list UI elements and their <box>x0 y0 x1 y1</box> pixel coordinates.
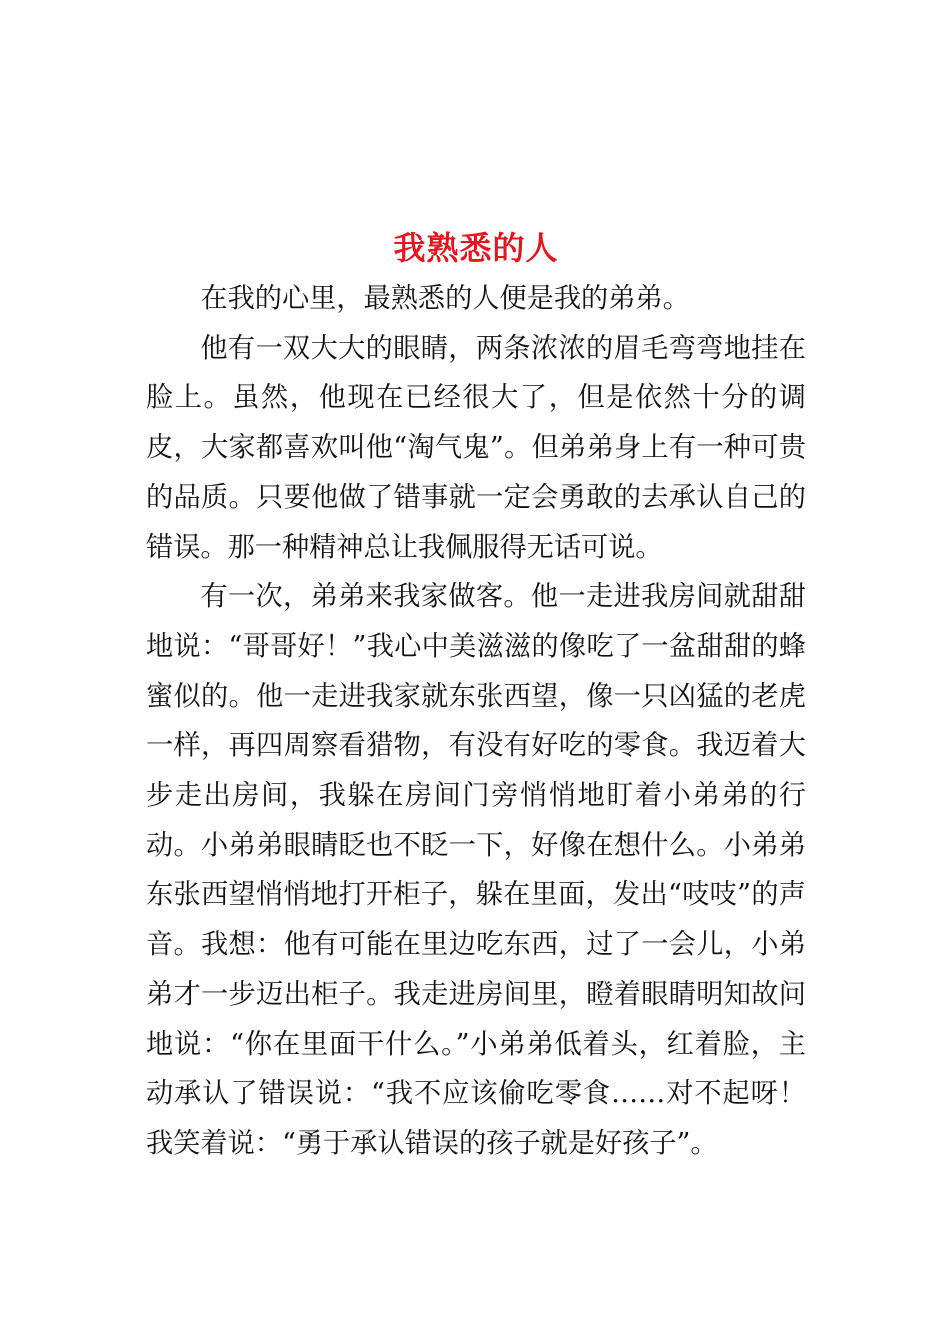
paragraph-3: 有一次，弟弟来我家做客。他一走进我房间就甜甜地说：“哥哥好！”我心中美滋滋的像吃了一盆甜甜的蜂蜜似的。他一走进我家就东张西望，像一只凶猛的老虎一样，再四周察看猎物，有没有好吃的零食。我迈着大步走出房间，我躲在房间门旁悄悄地盯着小弟弟的行动。小弟弟眼睛眨也不眨一下，好像在想什么。小弟弟东张西望悄悄地打开柜子，躲在里面，发出“吱吱”的声音。我想：他有可能在里边吃东西，过了一会儿，小弟弟才一步迈出柜子。我走进房间里，瞪着眼睛明知故问地说：“你在里面干什么。”小弟弟低着头，红着脸，主动承认了错误说：“我不应该偷吃零食……对不起呀！我笑着说：“勇于承认错误的孩子就是好孩子”。 <box>146 581 806 1159</box>
paragraph-1: 在我的心里，最熟悉的人便是我的弟弟。 <box>200 283 690 314</box>
document-title: 我熟悉的人 <box>393 229 559 267</box>
document-content <box>146 222 806 1169</box>
paragraph-2: 他有一双大大的眼睛，两条浓浓的眉毛弯弯地挂在脸上。虽然，他现在已经很大了，但是依然十分的调皮，大家都喜欢叫他“淘气鬼”。但弟弟身上有一种可贵的品质。只要他做了错事就一定会勇敢的去承认自己的错误。那一种精神总让我佩服得无话可说。 <box>146 332 806 563</box>
